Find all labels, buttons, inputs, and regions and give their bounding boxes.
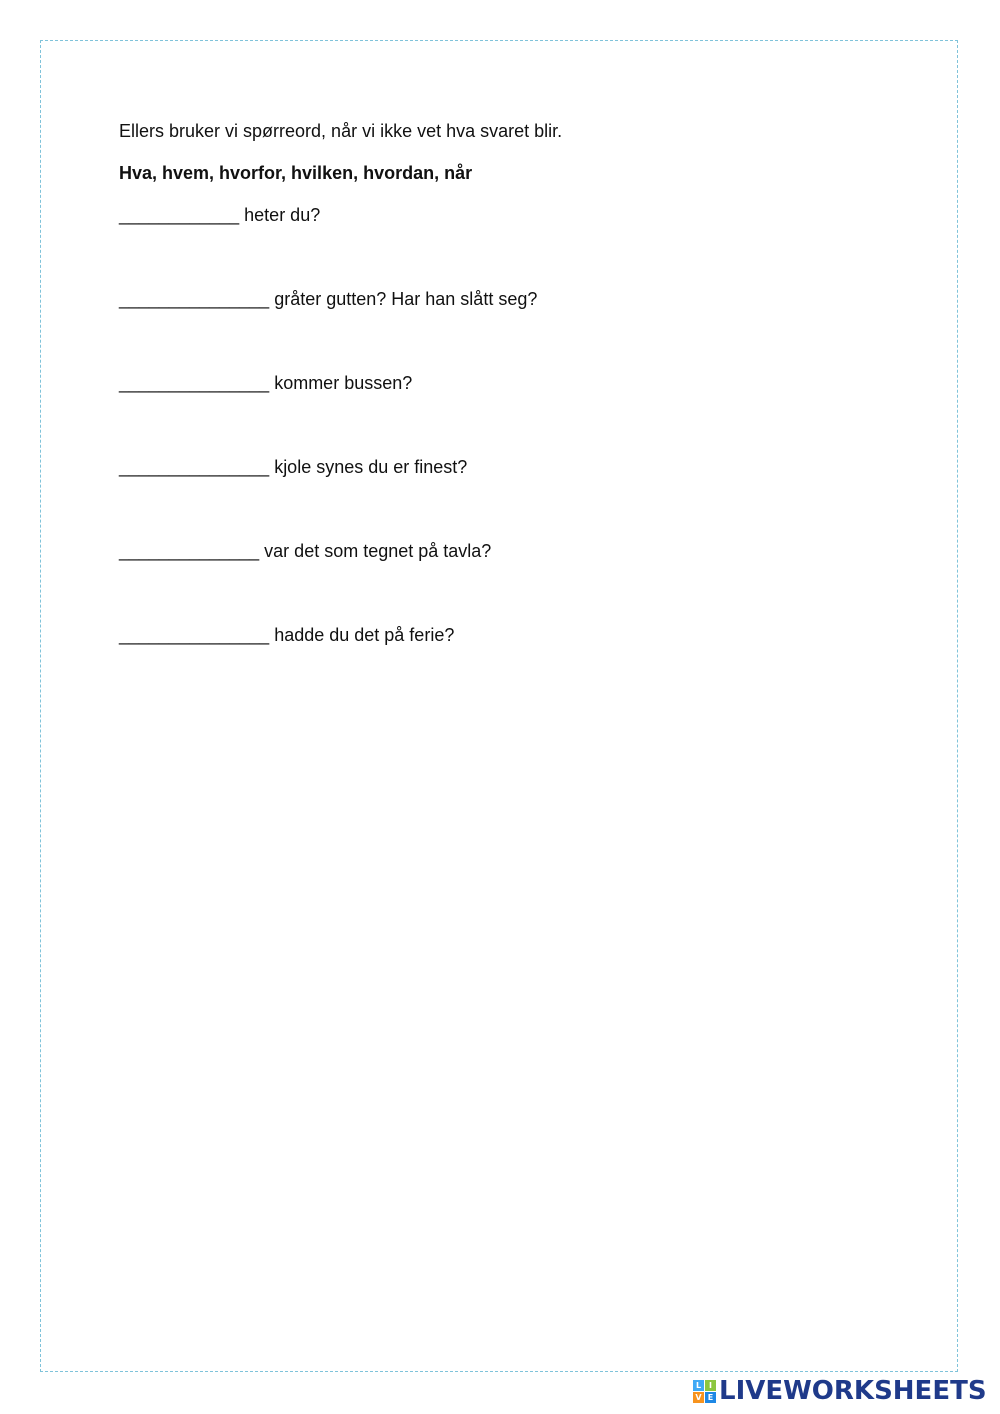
- answer-blank-5[interactable]: ______________: [119, 541, 260, 561]
- logo-letter-l: L: [693, 1380, 704, 1391]
- question-2-text: gråter gutten? Har han slått seg?: [274, 289, 538, 309]
- question-5: [119, 540, 491, 562]
- intro-text: Ellers bruker vi spørreord, når vi ikke vet hva svaret blir.: [119, 121, 563, 141]
- question-4: [119, 456, 467, 478]
- worksheet-border: [40, 40, 958, 1372]
- question-2: [119, 288, 537, 310]
- question-words: Hva, hvem, hvorfor, hvilken, hvordan, når: [119, 163, 473, 183]
- liveworksheets-logo-icon: [693, 1380, 716, 1403]
- question-6-text: hadde du det på ferie?: [274, 625, 455, 645]
- question-3-text: kommer bussen?: [274, 373, 413, 393]
- logo-letter-e: E: [705, 1392, 716, 1403]
- answer-blank-2[interactable]: _______________: [119, 289, 270, 309]
- answer-blank-4[interactable]: _______________: [119, 457, 270, 477]
- logo-letter-v: V: [693, 1392, 704, 1403]
- question-1-text: heter du?: [244, 205, 321, 225]
- logo-letter-i: I: [705, 1380, 716, 1391]
- question-4-text: kjole synes du er finest?: [274, 457, 468, 477]
- liveworksheets-logo[interactable]: [693, 1376, 987, 1406]
- answer-blank-3[interactable]: _______________: [119, 373, 270, 393]
- liveworksheets-wordmark: LIVEWORKSHEETS: [719, 1376, 987, 1406]
- question-5-text: var det som tegnet på tavla?: [264, 541, 492, 561]
- question-6: [119, 624, 454, 646]
- question-3: [119, 372, 412, 394]
- question-1: [119, 204, 320, 226]
- answer-blank-1[interactable]: ____________: [119, 205, 240, 225]
- answer-blank-6[interactable]: _______________: [119, 625, 270, 645]
